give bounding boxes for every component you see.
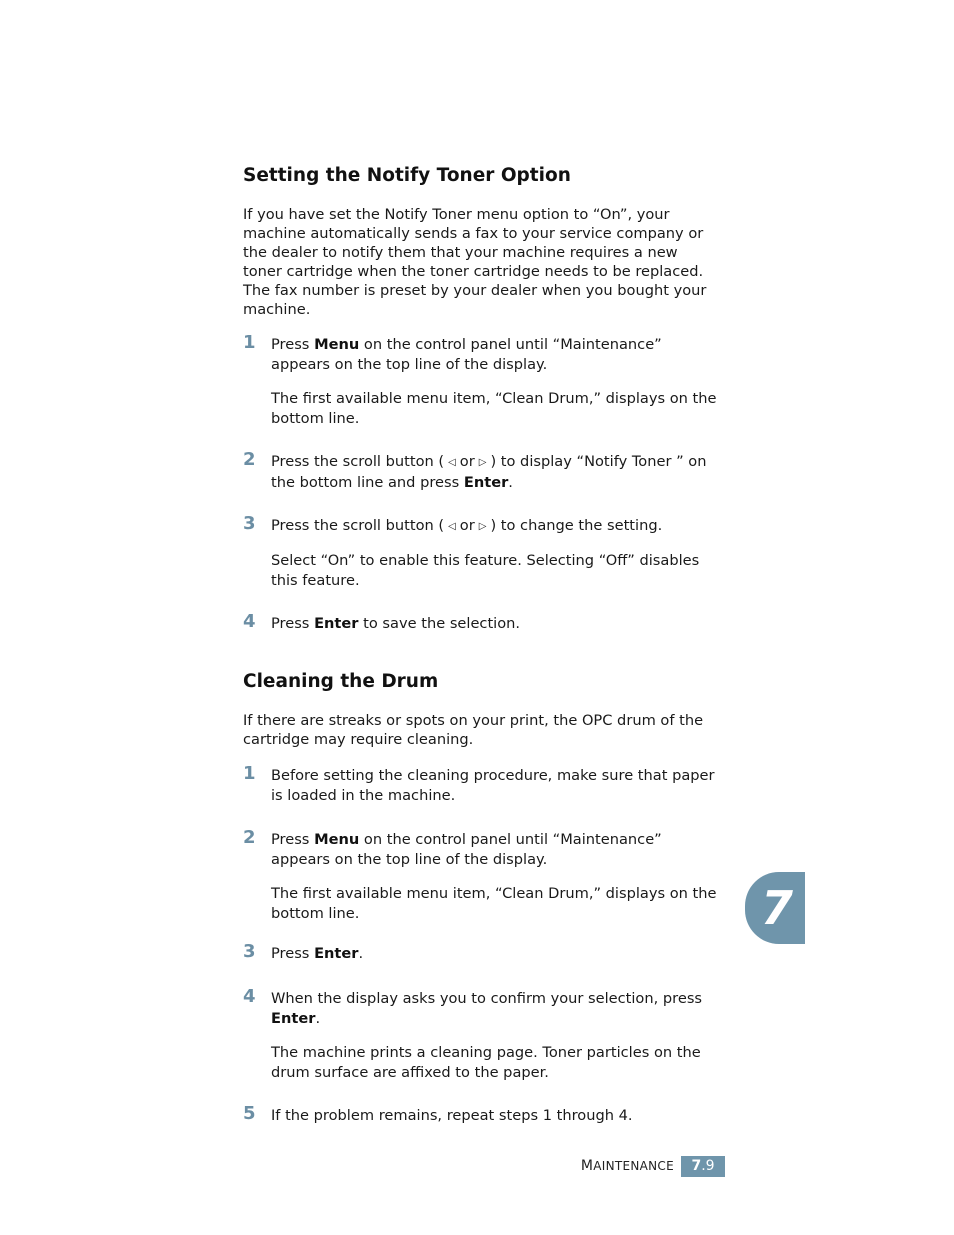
step-text-post: ) to change the setting.: [490, 517, 663, 534]
step-or: or: [459, 517, 475, 534]
step-text-post: on the control panel until “Maintenance” appears on the top line of the display.: [271, 831, 662, 868]
footer-section-name: [581, 1157, 674, 1175]
step-number: 1: [243, 763, 256, 784]
step-or: or: [459, 453, 475, 470]
step-text-post: to save the selection.: [358, 615, 521, 632]
right-triangle-icon: ▷: [478, 521, 487, 532]
step-text: [271, 335, 717, 374]
step-text-pre: Press: [271, 336, 315, 353]
chapter-tab-number: 7: [761, 881, 794, 935]
step-key-enter: Enter: [314, 945, 359, 962]
step-text-pre: Press: [271, 945, 315, 962]
page-number-box: [681, 1156, 725, 1177]
page-chapter: 7: [691, 1158, 702, 1174]
step-text: [271, 989, 717, 1028]
page-number: .9: [701, 1158, 715, 1174]
left-triangle-icon: ◁: [448, 457, 456, 468]
step-number: 4: [243, 611, 256, 632]
footer-section-rest: AINTENANCE: [593, 1159, 674, 1173]
step-number: 3: [243, 513, 256, 534]
step-text-mid: ) to display “Notify Toner ” on the bottom line and press: [271, 453, 707, 491]
step-text-post: .: [358, 945, 364, 962]
left-triangle-icon: ◁: [448, 521, 456, 532]
step-key-enter: Enter: [463, 473, 509, 491]
step-text-pre: Press: [271, 615, 315, 632]
step-text: [271, 614, 717, 634]
step-number: 3: [243, 941, 256, 962]
step-text: [271, 830, 717, 869]
step-text: [271, 516, 717, 537]
step-text-pre: Press the scroll button (: [271, 517, 445, 534]
step-text-post: on the control panel until “Maintenance” appears on the top line of the display.: [271, 336, 662, 373]
right-triangle-icon: ▷: [478, 457, 487, 468]
section-title-notify-toner: Setting the Notify Toner Option: [243, 165, 571, 186]
step-number: 2: [243, 827, 256, 848]
section-intro-notify-toner: If you have set the Notify Toner menu option to “On”, your machine automatically sends a fax to your service company or the dealer to notify them that your machine requires a new toner cartridge when the toner cartridge needs to be replaced. The fax number is preset by your dealer when you bought your machine.: [243, 206, 707, 318]
step-key-menu: Menu: [314, 831, 360, 848]
step-subtext: Select “On” to enable this feature. Selecting “Off” disables this feature.: [271, 552, 700, 589]
step-key-menu: Menu: [314, 336, 360, 353]
step-text: If the problem remains, repeat steps 1 through 4.: [271, 1107, 633, 1124]
step-text-post: .: [508, 473, 513, 491]
step-number: 2: [243, 449, 256, 470]
chapter-tab: [745, 872, 805, 944]
step-subtext: The first available menu item, “Clean Drum,” displays on the bottom line.: [271, 390, 717, 427]
step-number: 5: [243, 1103, 256, 1124]
step-text: Before setting the cleaning procedure, make sure that paper is loaded in the machine.: [271, 767, 715, 804]
step-number: 1: [243, 332, 256, 353]
footer-section-cap: M: [580, 1158, 594, 1174]
section-intro-cleaning-drum: If there are streaks or spots on your print, the OPC drum of the cartridge may require cleaning.: [243, 712, 704, 748]
step-number: 4: [243, 986, 256, 1007]
step-subtext: The machine prints a cleaning page. Toner particles on the drum surface are affixed to the paper.: [271, 1044, 701, 1081]
step-text-pre: When the display asks you to confirm your selection, press: [271, 990, 703, 1007]
step-key-enter: Enter: [314, 615, 359, 632]
step-text-pre: Press: [271, 831, 315, 848]
step-text: [271, 452, 717, 492]
step-text-pre: Press the scroll button (: [271, 453, 445, 470]
step-text-post: .: [315, 1009, 321, 1027]
step-key-enter: Enter: [271, 1009, 316, 1027]
step-text: [271, 944, 717, 964]
step-subtext: The first available menu item, “Clean Drum,” displays on the bottom line.: [271, 885, 717, 922]
section-title-cleaning-drum: Cleaning the Drum: [243, 671, 439, 692]
